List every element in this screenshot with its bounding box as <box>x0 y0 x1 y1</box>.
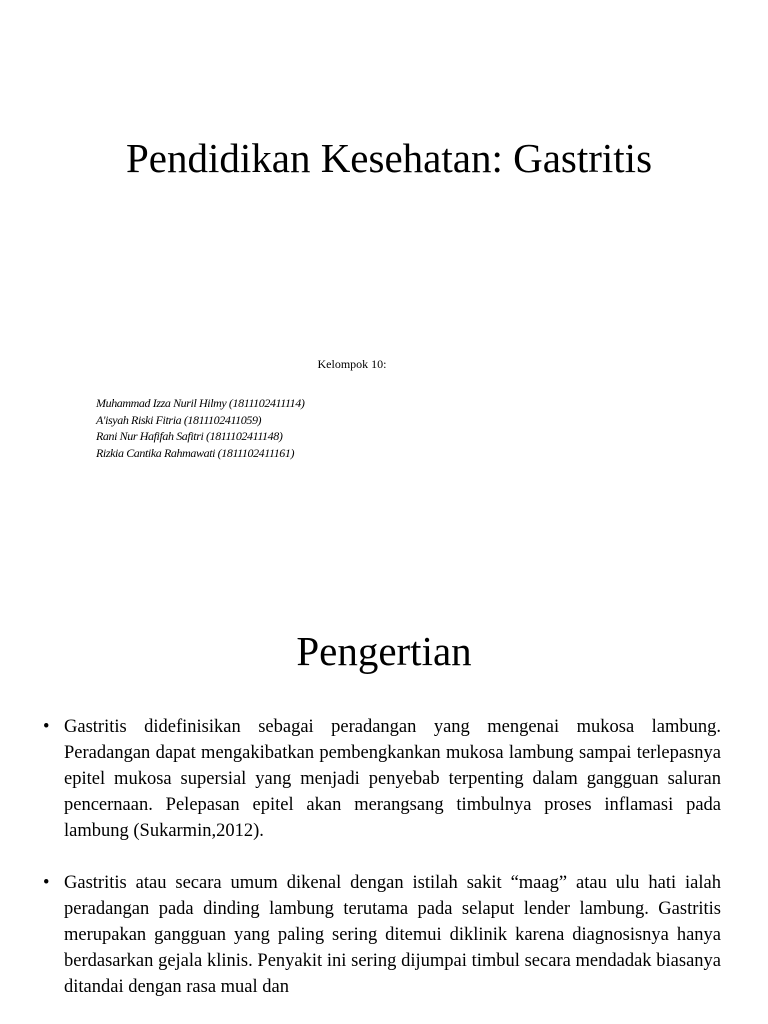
group-label: Kelompok 10: <box>317 357 387 371</box>
bullet-list <box>43 714 721 1000</box>
presentation-title: Pendidikan Kesehatan: Gastritis <box>125 135 653 181</box>
definition-slide <box>0 584 768 1024</box>
bullet-text: Gastritis didefinisikan sebagai peradangan yang mengenai mukosa lambung. Peradangan dapat mengakibatkan pembengkankan mukosa lambung sampai terlepasnya epitel mukosa supersial yang menjadi penyebab terpenting dalam gangguan saluran pencernaan. Pelepasan epitel akan merangsang timbulnya proses inflamasi pada lambung (Sukarmin,2012). <box>64 717 721 841</box>
member-item: Muhammad Izza Nuril Hilmy (1811102411114) <box>96 396 305 410</box>
bullet-icon: • <box>43 717 50 737</box>
bullet-item <box>43 870 721 1000</box>
member-item: A'isyah Riski Fitria (1811102411059) <box>96 412 262 427</box>
member-item: Rizkia Cantika Rahmawati (1811102411161) <box>96 445 295 460</box>
member-list <box>96 395 304 461</box>
bullet-text: Gastritis atau secara umum dikenal dengan istilah sakit “maag” atau ulu hati ialah peradangan pada dinding lambung terutama pada selaput lender lambung. Gastritis merupakan gangguan yang paling sering ditemui diklinik karena diagnosisnya hanya berdasarkan gejala klinis. Penyakit ini sering dijumpai timbul secara mendadak biasanya ditandai dengan rasa mual dan <box>64 873 721 997</box>
bullet-icon: • <box>43 873 50 893</box>
bullet-item <box>43 714 721 844</box>
slide-title: Pengertian <box>296 628 472 674</box>
member-item: Rani Nur Hafifah Safitri (1811102411148) <box>96 429 283 443</box>
